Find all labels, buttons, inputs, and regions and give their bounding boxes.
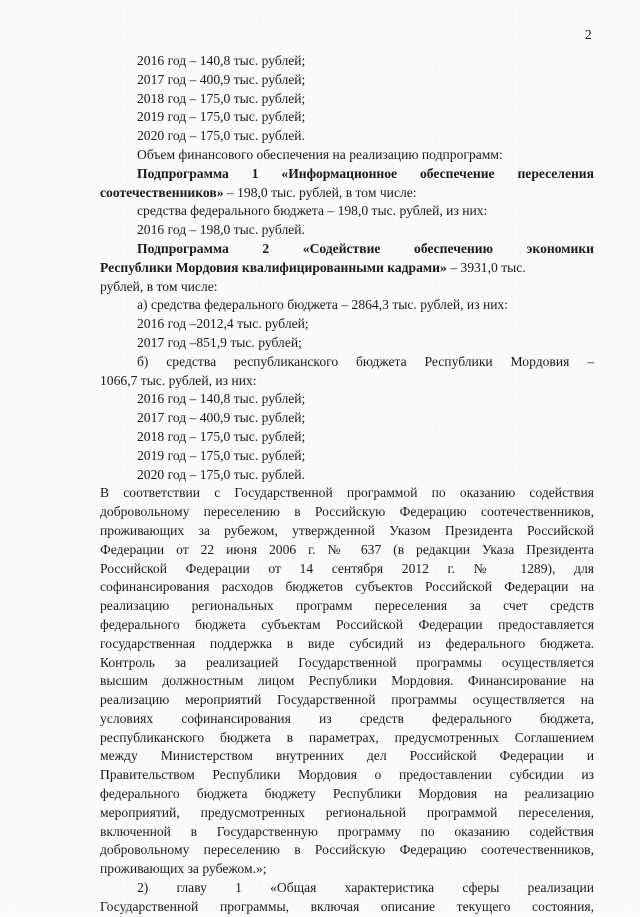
paragraph-line: добровольному переселению в Российскую Федерацию соотечественников, bbox=[100, 842, 594, 858]
main-paragraph bbox=[100, 484, 594, 879]
year-line: 2016 год – 140,8 тыс. рублей; bbox=[137, 53, 306, 68]
year-line: 2017 год –851,9 тыс. рублей; bbox=[137, 334, 302, 350]
year-line: 2017 год – 400,9 тыс. рублей; bbox=[137, 410, 306, 426]
paragraph-line: включенной в Государственную программу по оказанию содействия bbox=[100, 823, 594, 839]
paragraph-line: Правительством Республики Мордовия о предоставлении субсидии из bbox=[100, 767, 594, 783]
subprogram-1-title-end: соотечественников» bbox=[100, 184, 224, 200]
paragraph-line: условиях софинансирования из средств федерального бюджета, bbox=[100, 710, 594, 726]
paragraph-line: федерального бюджета субъектам Российской Федерации предоставляется bbox=[100, 616, 594, 632]
paragraph-line: реализацию мероприятий Государственной программы осуществляется на bbox=[100, 692, 594, 708]
year-line: 2018 год – 175,0 тыс. рублей; bbox=[137, 90, 306, 106]
paragraph-line: республиканского бюджета в параметрах, предусмотренных Соглашением bbox=[100, 729, 594, 745]
subprogram-2-title-end: Республики Мордовия квалифицированными кадрами» bbox=[100, 259, 447, 275]
subprogram-2-title: Подпрограмма 2 «Содействие обеспечению экономики bbox=[137, 240, 594, 256]
year-line: 2017 год – 400,9 тыс. рублей; bbox=[137, 71, 306, 87]
paragraph-line: высшим должностным лицом Республики Мордовия. Финансирование на bbox=[100, 673, 594, 689]
subprogram-1-total bbox=[100, 184, 594, 203]
page-number: 2 bbox=[585, 27, 592, 42]
paragraph-line: добровольному переселению в Российскую Федерацию соотечественников, bbox=[100, 504, 594, 520]
year-line: 2016 год – 198,0 тыс. рублей. bbox=[137, 222, 305, 238]
subprogram-2-total bbox=[100, 259, 594, 278]
paragraph-line: Контроль за реализацией Государственной программы осуществляется bbox=[100, 654, 594, 670]
paragraph-line: мероприятий, предусмотренных региональной программой переселения, bbox=[100, 804, 594, 820]
paragraph-line: Российской Федерации от 14 сентября 2012 г. № 1289), для bbox=[100, 560, 594, 576]
paragraph-line: федерального бюджета бюджету Республики Мордовия на реализацию bbox=[100, 786, 594, 802]
subprogram-2-republic: б) средства республиканского бюджета Республики Мордовия – bbox=[137, 353, 594, 369]
year-line: 2020 год – 175,0 тыс. рублей. bbox=[137, 466, 305, 482]
year-line: 2018 год – 175,0 тыс. рублей; bbox=[137, 428, 306, 444]
year-line: 2019 год – 175,0 тыс. рублей; bbox=[137, 109, 306, 125]
subprogram-2-federal: а) средства федерального бюджета – 2864,3 тыс. рублей, из них: bbox=[137, 297, 509, 313]
paragraph-line: проживающих за рубежом, утвержденной Указом Президента Российской bbox=[100, 522, 594, 538]
subprogram-1-federal: средства федерального бюджета – 198,0 тыс. рублей, из них: bbox=[137, 203, 488, 219]
year-line: 2019 год – 175,0 тыс. рублей; bbox=[137, 447, 306, 463]
paragraph-line: реализацию региональных программ переселения за счет средств bbox=[100, 598, 594, 614]
subprogram-2-republic-total: 1066,7 тыс. рублей, из них: bbox=[100, 372, 257, 388]
document-body bbox=[100, 52, 594, 917]
subprogram-1-amount: – 198,0 тыс. рублей, в том числе: bbox=[223, 184, 417, 200]
year-line: 2020 год – 175,0 тыс. рублей. bbox=[137, 128, 305, 144]
item-2: 2) главу 1 «Общая характеристика сферы реализации bbox=[137, 880, 594, 896]
paragraph-line: между Министерством внутренних дел Российской Федерации и bbox=[100, 748, 594, 764]
paragraph-line: проживающих за рубежом.»; bbox=[100, 861, 267, 877]
year-line: 2016 год –2012,4 тыс. рублей; bbox=[137, 316, 309, 332]
subprogram-2-amount: – 3931,0 тыс. bbox=[446, 259, 526, 275]
year-line: 2016 год – 140,8 тыс. рублей; bbox=[137, 391, 306, 407]
financing-intro: Объем финансового обеспечения на реализацию подпрограмм: bbox=[137, 146, 503, 162]
subprogram-1-title: Подпрограмма 1 «Информационное обеспечение переселения bbox=[137, 165, 594, 181]
subprogram-2-including: рублей, в том числе: bbox=[100, 278, 218, 294]
paragraph-line: В соответствии с Государственной программой по оказанию содействия bbox=[100, 485, 594, 501]
paragraph-line: Федерации от 22 июня 2006 г. № 637 (в редакции Указа Президента bbox=[100, 541, 594, 557]
paragraph-line: государственная поддержка в виде субсидий из федерального бюджета. bbox=[100, 635, 594, 651]
paragraph-line: софинансирования расходов бюджетов субъектов Российской Федерации на bbox=[100, 579, 594, 595]
item-2-continued: Государственной программы, включая описание текущего состояния, bbox=[100, 898, 594, 914]
